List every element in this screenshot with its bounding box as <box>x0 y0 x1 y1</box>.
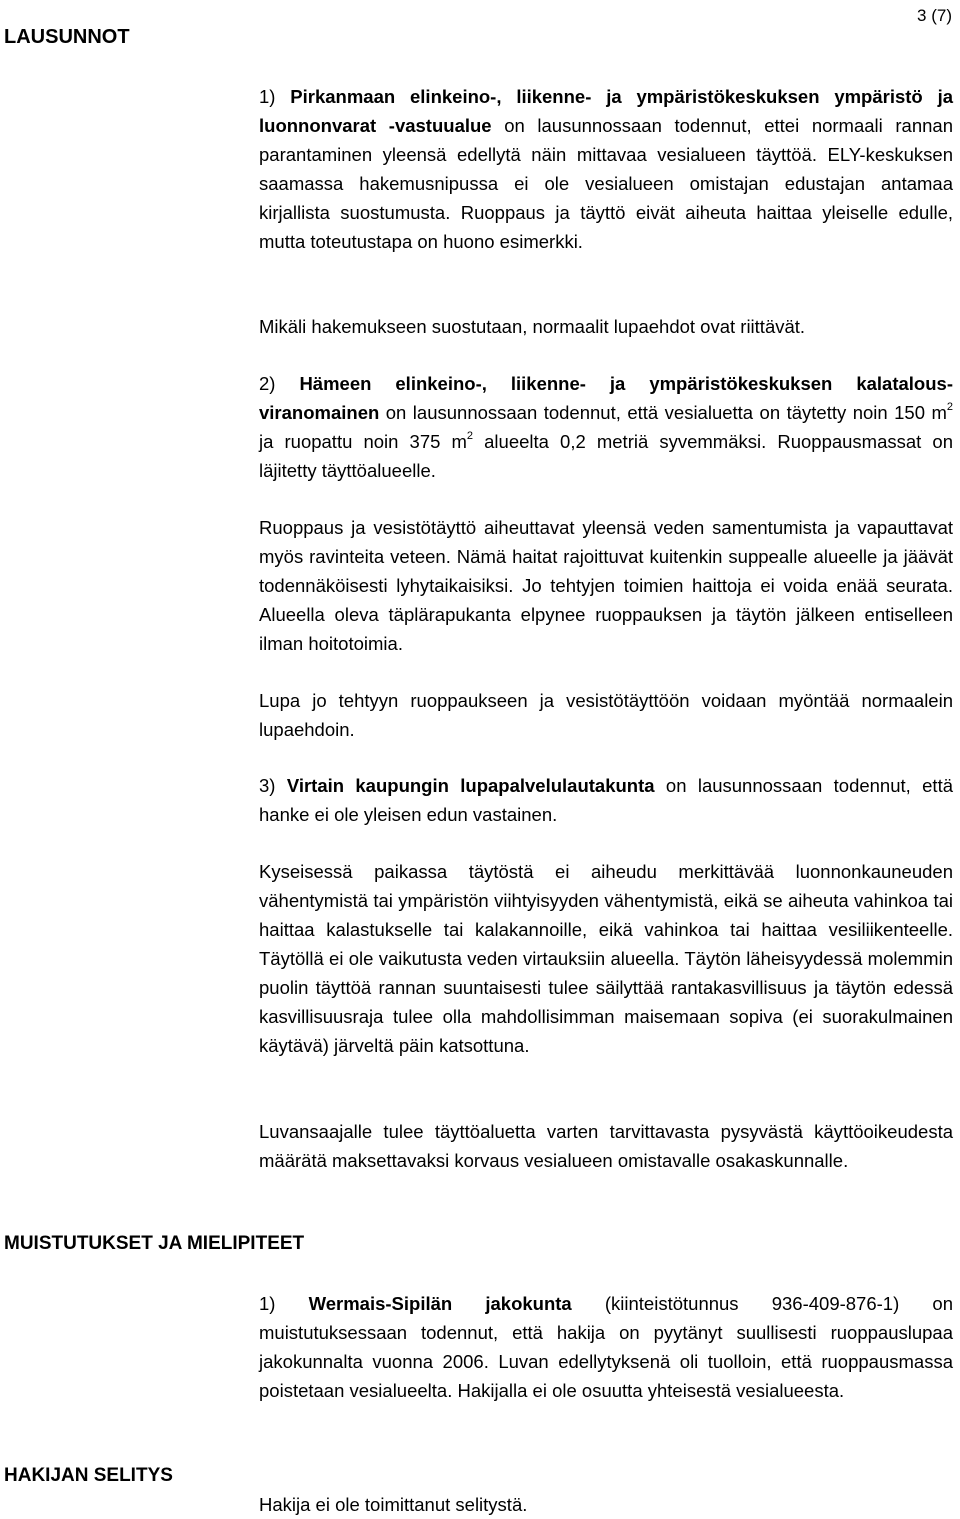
objection-1-text: (kiinteistötunnus 936-409-876-1) on muistutuksessaan todennut, että hakija on pyytänyt suullisesti ruoppauslupaa jakokunnalta vuonna 2006. Luvan edellytyksenä oli tuolloin, että ruoppausmassa poistetaan vesialueelta. Hakijalla ei ole osuutta yhteisestä vesialueesta. <box>259 1293 953 1401</box>
statement-2-text-part1: on lausunnossaan todennut, että vesialuetta on täytetty noin 150 m <box>379 402 947 423</box>
statement-2-text-part2: ja ruopattu noin 375 m <box>259 431 467 452</box>
statement-1-paragraph <box>259 82 953 256</box>
statement-2-number: 2) <box>259 373 300 394</box>
superscript-2: 2 <box>466 429 474 442</box>
statement-3-paragraph <box>259 771 953 829</box>
statement-3-detail-paragraph: Kyseisessä paikassa täytöstä ei aiheudu merkittävää luonnonkauneuden vähentymistä tai ympäristön viihtyisyyden vähentymistä, eikä se aiheuta vahinkoa tai haittaa kalastukselle tai kalakannoille, eikä vahinkoa tai haittaa vesiliikenteelle. Täytöllä ei ole vaikutusta veden virtauksiin alueella. Täytön läheisyydessä molemmin puolin täyttöä rannan suuntaisesti tulee säilyttää rantakasvillisuus ja täytön edessä kasvillisuusraja tulee olla mahdollisimman maisemaan sopiva (ei suorakulmainen käytävä) järveltä päin katsottuna. <box>259 861 953 1056</box>
statement-1-authority: Pirkanmaan elinkeino-, liikenne- ja ympäristökeskuksen ympäristö ja luonnonvarat -vastuualue <box>259 86 953 136</box>
section-heading-hakijan-selitys: HAKIJAN SELITYS <box>4 1465 173 1486</box>
objection-1-party: Wermais-Sipilän jakokunta <box>308 1293 572 1314</box>
statement-2-text-part3: alueelta 0,2 metriä syvemmäksi. Ruoppausmassat on läjitetty täyttöalueelle. <box>259 431 953 481</box>
objection-1-paragraph <box>259 1289 953 1405</box>
section-heading-muistutukset: MUISTUTUKSET JA MIELIPITEET <box>4 1233 305 1254</box>
statement-1-text: on lausunnossaan todennut, ettei normaali rannan parantaminen yleensä edellytä näin mittavaa vesialueen täyttöä. ELY-keskuksen saamassa hakemusnipussa ei ole vesialueen omistajan edustajan antamaa kirjallista suostumusta. Ruoppaus ja täyttö eivät aiheuta haittaa yleiselle edulle, mutta toteutustapa on huono esimerkki. <box>259 115 953 252</box>
objection-1-number: 1) <box>259 1293 309 1314</box>
statement-2-conclusion: Lupa jo tehtyyn ruoppaukseen ja vesistötäyttöön voidaan myöntää normaalein lupaehdoin. <box>259 690 953 740</box>
statement-2-paragraph <box>259 369 953 485</box>
section-heading-lausunnot: LAUSUNNOT <box>4 26 130 48</box>
statement-2-authority: Hämeen elinkeino-, liikenne- ja ympäristökeskuksen kalatalousviranomainen <box>259 373 953 423</box>
statement-3-number: 3) <box>259 775 287 796</box>
statement-2-impact-paragraph: Ruoppaus ja vesistötäyttö aiheuttavat yleensä veden samentumista ja vapauttavat myös ravinteita veteen. Nämä haitat rajoittuvat kuitenkin suppealle alueelle ja jäävät todennäköisesti lyhytaikaisiksi. Jo tehtyjen toimien haittoja ei voida enää seurata. Alueella oleva täplärapukanta elpynee ruoppauksen ja täytön jälkeen entiselleen ilman hoitotoimia. <box>259 517 953 654</box>
statement-3-text: on lausunnossaan todennut, että hanke ei ole yleisen edun vastainen. <box>259 775 953 825</box>
applicant-statement: Hakija ei ole toimittanut selitystä. <box>259 1494 528 1515</box>
compensation-paragraph: Luvansaajalle tulee täyttöaluetta varten tarvittavasta pysyvästä käyttöoikeudesta määrätä maksettavaksi korvaus vesialueen omistavalle osakaskunnalle. <box>259 1121 953 1171</box>
superscript-1: 2 <box>946 400 953 413</box>
statement-1-number: 1) <box>259 86 291 107</box>
statement-3-authority: Virtain kaupungin lupapalvelulautakunta <box>286 775 655 796</box>
statement-1-conclusion: Mikäli hakemukseen suostutaan, normaalit lupaehdot ovat riittävät. <box>259 316 806 337</box>
page-number: 3 (7) <box>917 6 952 25</box>
